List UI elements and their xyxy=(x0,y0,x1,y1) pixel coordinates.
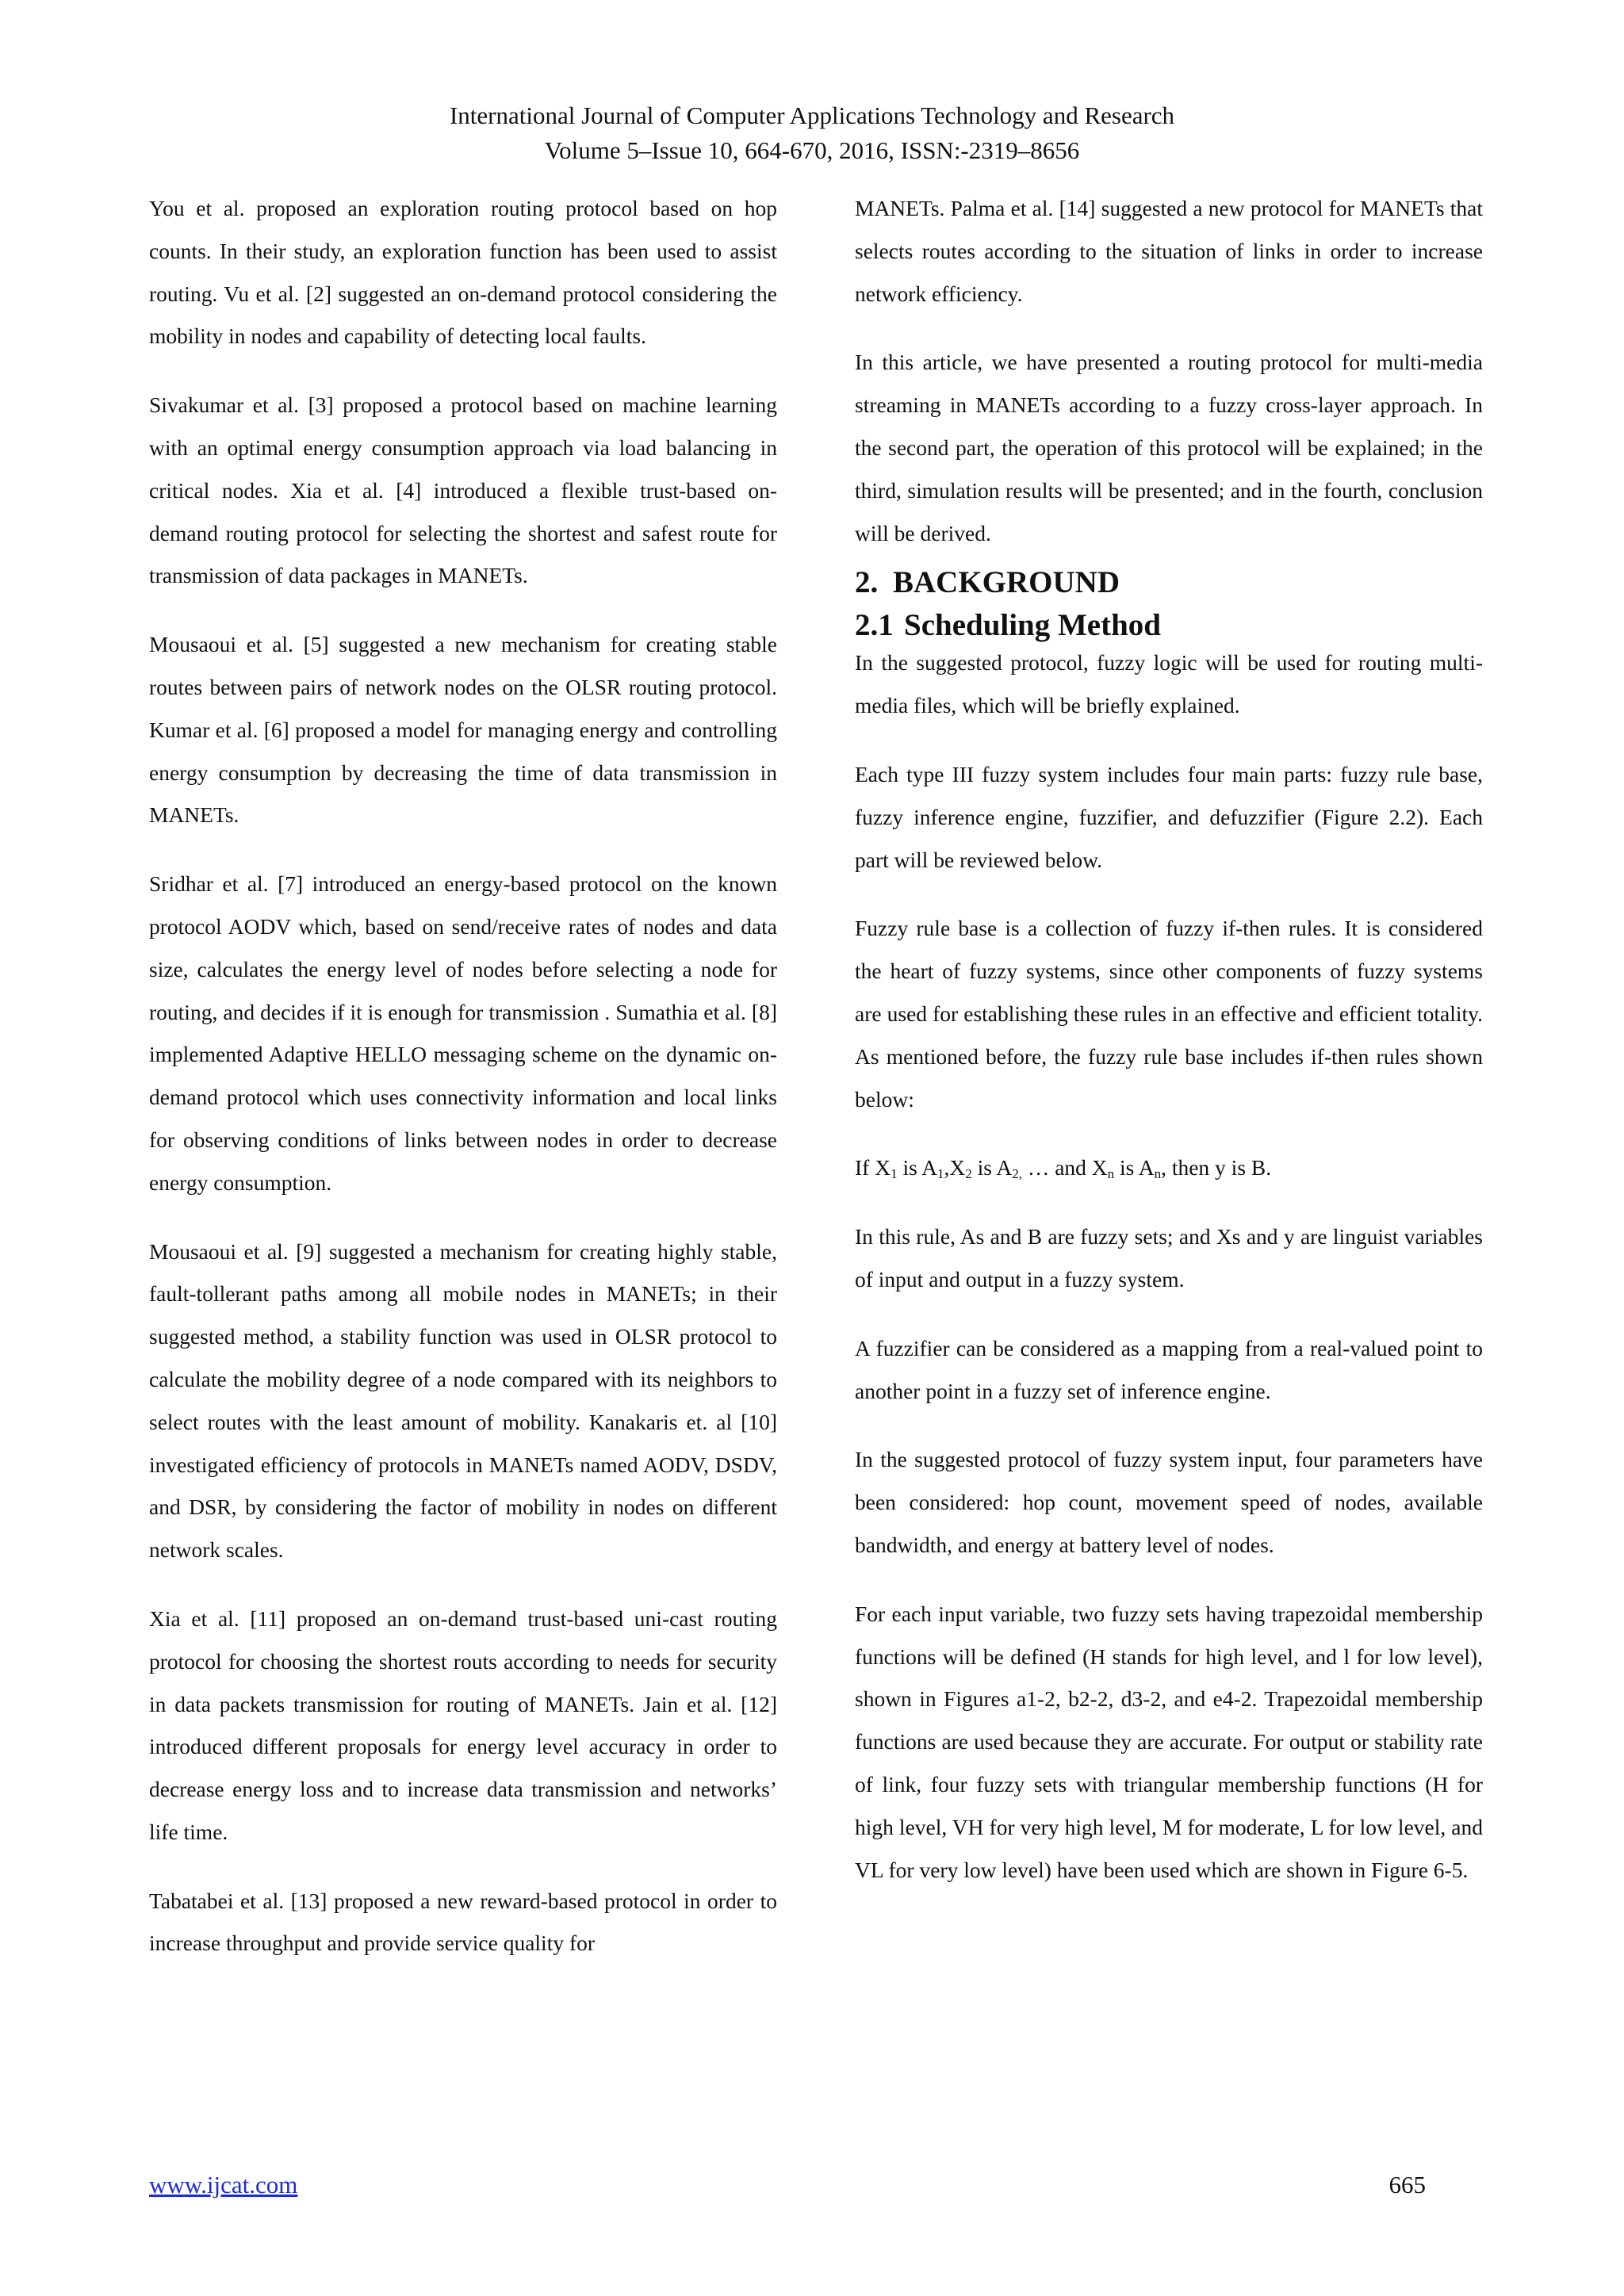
right-column xyxy=(855,187,1483,1917)
journal-header xyxy=(0,98,1624,168)
body-paragraph: For each input variable, two fuzzy sets having trapezoidal membership functions will be defined (H stands for high level, and l for low level), shown in Figures a1-2, b2-2, d3-2, and e4-2. Trapezoidal membership functions are used because they are accurate. For output or stability rate of link, four fuzzy sets with triangular membership functions (H for high level, VH for very high level, M for moderate, L for low level, and VL for very low level) have been used which are shown in Figure 6-5. xyxy=(855,1601,1483,1882)
subsection-title: Scheduling Method xyxy=(904,608,1161,643)
body-paragraph: Sivakumar et al. [3] proposed a protocol based on machine learning with an optimal energy consumption approach via load balancing in critical nodes. Xia et al. [4] introduced a flexible trust-based on-demand routing protocol for selecting the shortest and safest route for transmission of data packages in MANETs. xyxy=(149,392,777,588)
left-column xyxy=(149,187,777,1991)
body-paragraph: Sridhar et al. [7] introduced an energy-based protocol on the known protocol AODV which, based on send/receive rates of nodes and data size, calculates the energy level of nodes before selecting a node for routing, and decides if it is enough for transmission . Sumathia et al. [8] implemented Adaptive HELLO messaging scheme on the dynamic on-demand protocol which uses connectivity information and local links for observing conditions of links between nodes in order to decrease energy consumption. xyxy=(149,871,777,1195)
body-paragraph: A fuzzifier can be considered as a mapping from a real-valued point to another point in a fuzzy set of inference engine. xyxy=(855,1335,1483,1403)
body-paragraph: Tabatabei et al. [13] proposed a new reward-based protocol in order to increase throughput and provide service quality for xyxy=(149,1888,777,1956)
section-heading xyxy=(855,561,1483,605)
body-paragraph: Each type III fuzzy system includes four main parts: fuzzy rule base, fuzzy inference engine, fuzzifier, and defuzzifier (Figure 2.2). Each part will be reviewed below. xyxy=(855,761,1483,872)
section-title: BACKGROUND xyxy=(893,565,1120,600)
website-link[interactable]: www.ijcat.com xyxy=(149,2171,298,2198)
body-paragraph: In this rule, As and B are fuzzy sets; and Xs and y are linguist variables of input and output in a fuzzy system. xyxy=(855,1224,1483,1292)
body-paragraph: Xia et al. [11] proposed an on-demand trust-based uni-cast routing protocol for choosing the shortest routs according to needs for security in data packets transmission for routing of MANETs. Jain et al. [12] introduced different proposals for energy level accuracy in order to decrease energy loss and to increase data transmission and networks’ life time. xyxy=(149,1605,777,1844)
journal-title: International Journal of Computer Applications Technology and Research xyxy=(449,101,1175,129)
body-paragraph: MANETs. Palma et al. [14] suggested a new protocol for MANETs that selects routes according to the situation of links in order to increase network efficiency. xyxy=(855,196,1483,306)
body-paragraph: Fuzzy rule base is a collection of fuzzy if-then rules. It is considered the heart of fuzzy systems, since other components of fuzzy systems are used for establishing these rules in an effective and efficient totality. As mentioned before, the fuzzy rule base includes if-then rules shown below: xyxy=(855,916,1483,1112)
body-paragraph: You et al. proposed an exploration routing protocol based on hop counts. In their study, an exploration function has been used to assist routing. Vu et al. [2] suggested an on-demand protocol considering the mobility in nodes and capability of detecting local faults. xyxy=(149,196,777,349)
body-paragraph: In the suggested protocol of fuzzy system input, four parameters have been considered: hop count, movement speed of nodes, available bandwidth, and energy at battery level of nodes. xyxy=(855,1447,1483,1557)
page-number: 665 xyxy=(1388,2171,1426,2198)
section-number: 2. xyxy=(855,565,879,600)
body-paragraph: In this article, we have presented a routing protocol for multi-media streaming in MANETs according to a fuzzy cross-layer approach. In the second part, the operation of this protocol will be explained; in the third, simulation results will be presented; and in the fourth, conclusion will be derived. xyxy=(855,350,1483,545)
body-paragraph: In the suggested protocol, fuzzy logic will be used for routing multi-media files, which will be briefly explained. xyxy=(855,650,1483,718)
subsection-heading xyxy=(855,605,1483,646)
journal-volume: Volume 5–Issue 10, 664-670, 2016, ISSN:-2319–8656 xyxy=(544,136,1080,164)
body-paragraph: Mousaoui et al. [5] suggested a new mechanism for creating stable routes between pairs of network nodes on the OLSR routing protocol. Kumar et al. [6] proposed a model for managing energy and controlling energy consumption by decreasing the time of data transmission in MANETs. xyxy=(149,632,777,828)
body-paragraph: Mousaoui et al. [9] suggested a mechanism for creating highly stable, fault-tollerant paths among all mobile nodes in MANETs; in their suggested method, a stability function was used in OLSR protocol to calculate the mobility degree of a node compared with its neighbors to select routes with the least amount of mobility. Kanakaris et. al [10] investigated efficiency of protocols in MANETs named AODV, DSDV, and DSR, by considering the factor of mobility in nodes on different network scales. xyxy=(149,1238,777,1563)
subsection-number: 2.1 xyxy=(855,608,894,643)
fuzzy-rule-formula: If $X_1$ is $A_1,X_2$ is $A_{2,}$ … and $X_n$ is $A_n$, then y is B. xyxy=(855,1155,1272,1182)
